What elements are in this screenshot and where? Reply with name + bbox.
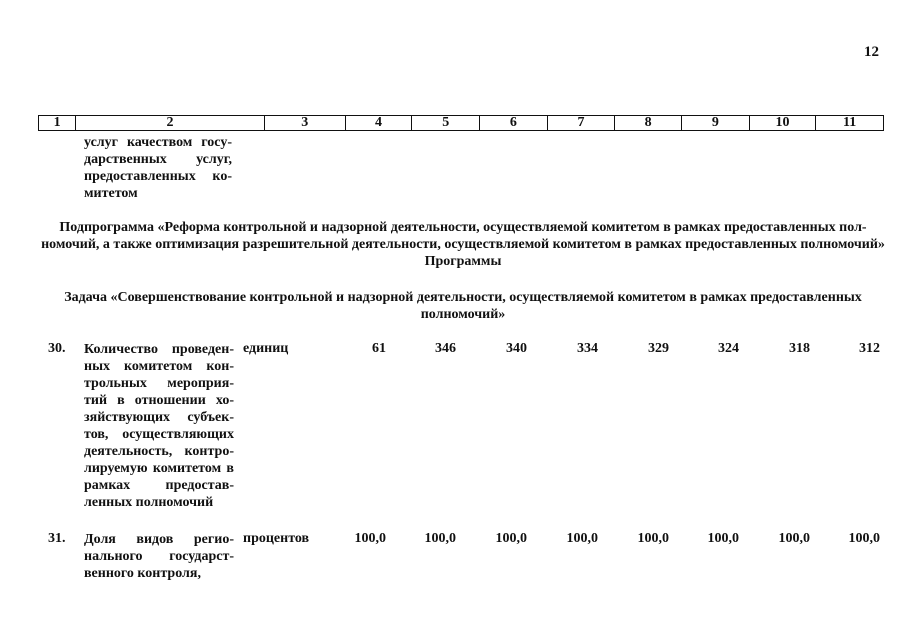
indicator-name: Доля видов регионального государственного контроля, (84, 532, 234, 581)
table-column-header (38, 115, 884, 131)
column-number-4: 4 (345, 116, 412, 130)
value-cell: 312 (859, 341, 880, 356)
value-cell: 100,0 (495, 531, 527, 546)
column-number-2: 2 (75, 116, 264, 130)
value-cell: 346 (435, 341, 456, 356)
value-cell: 340 (506, 341, 527, 356)
column-number-11: 11 (815, 116, 883, 130)
continued-indicator-name: услуг качеством государственных услуг, предоставленных комитетом (84, 135, 232, 201)
column-number-6: 6 (479, 116, 547, 130)
value-cell: 318 (789, 341, 810, 356)
subprogram-heading: Подпрограмма «Реформа контрольной и надзорной деятельности, осуществляемой комитетом в рамках предоставленных полномочий, а также оптимизация разрешительной деятельности, осуществляемой комитетом в рамках предоставленных полномочий» Программы (41, 220, 885, 269)
column-number-3: 3 (264, 116, 345, 130)
value-cell: 100,0 (424, 531, 456, 546)
task-heading: Задача «Совершенствование контрольной и надзорной деятельности, осуществляемой комитетом в рамках предоставленных полномочий» (64, 290, 862, 322)
unit-of-measure: процентов (243, 531, 310, 546)
value-cell: 61 (372, 341, 386, 356)
column-number-8: 8 (614, 116, 681, 130)
value-cell: 100,0 (778, 531, 810, 546)
indicator-name: Количество проведенных комитетом контрольных мероприятий в отношении хозяйствующих субъектов, осуществляющих деятельность, контролируемую комитетом в рамках предоставленных полномочий (84, 342, 234, 510)
column-number-7: 7 (547, 116, 615, 130)
value-cell: 100,0 (848, 531, 880, 546)
value-cell: 100,0 (637, 531, 669, 546)
unit-of-measure: единиц (243, 341, 289, 356)
column-number-9: 9 (681, 116, 749, 130)
column-number-5: 5 (411, 116, 479, 130)
row-number: 31. (48, 531, 66, 546)
value-cell: 100,0 (566, 531, 598, 546)
value-cell: 100,0 (354, 531, 386, 546)
column-number-10: 10 (749, 116, 816, 130)
page-number: 12 (864, 44, 879, 60)
value-cell: 329 (648, 341, 669, 356)
value-cell: 100,0 (707, 531, 739, 546)
column-number-1: 1 (53, 115, 61, 130)
value-cell: 334 (577, 341, 598, 356)
row-number: 30. (48, 341, 66, 356)
value-cell: 324 (718, 341, 739, 356)
